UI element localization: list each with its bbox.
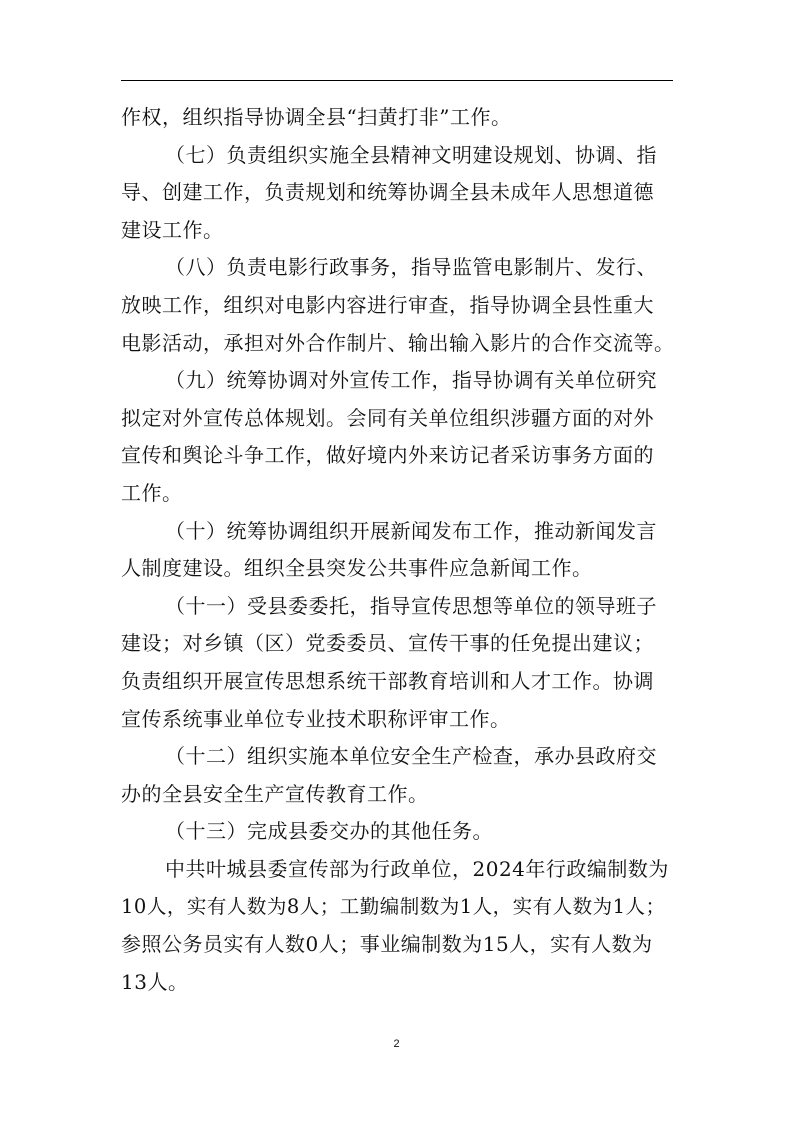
text-line: 负责组织开展宣传思想系统干部教育培训和人才工作。协调	[121, 668, 654, 693]
text-line: 13人。	[121, 969, 189, 994]
text-line: （十一）受县委委托，指导宣传思想等单位的领导班子	[165, 593, 657, 618]
text-line: 放映工作，组织对电影内容进行审查，指导协调全县性重大	[121, 292, 654, 317]
text-line: 中共叶城县委宣传部为行政单位，2024年行政编制数为	[165, 856, 669, 881]
page-number: 2	[393, 1038, 400, 1050]
text-line: （七）负责组织实施全县精神文明建设规划、协调、指	[165, 142, 657, 167]
text-line: 建设；对乡镇（区）党委委员、宣传干事的任免提出建议；	[121, 631, 654, 656]
text-line: 办的全县安全生产宣传教育工作。	[121, 781, 429, 806]
text-line: 建设工作。	[121, 217, 224, 242]
text-line: （十二）组织实施本单位安全生产检查，承办县政府交	[165, 744, 657, 769]
text-line: 工作。	[121, 480, 183, 505]
text-line: （八）负责电影行政事务，指导监管电影制片、发行、	[165, 255, 657, 280]
text-line: 拟定对外宣传总体规划。会同有关单位组织涉疆方面的对外	[121, 405, 654, 430]
text-line: 参照公务员实有人数0人；事业编制数为15人，实有人数为	[121, 932, 653, 957]
text-line: 人制度建设。组织全县突发公共事件应急新闻工作。	[121, 556, 593, 581]
text-line: 宣传和舆论斗争工作，做好境内外来访记者采访事务方面的	[121, 443, 654, 468]
text-line: 宣传系统事业单位专业技术职称评审工作。	[121, 706, 511, 731]
header-rule	[121, 80, 673, 81]
text-line: （十三）完成县委交办的其他任务。	[165, 819, 493, 844]
text-line: 导、创建工作，负责规划和统筹协调全县未成年人思想道德	[121, 180, 654, 205]
text-line: （九）统筹协调对外宣传工作，指导协调有关单位研究	[165, 368, 657, 393]
document-body	[121, 99, 676, 1001]
text-line: 电影活动，承担对外合作制片、输出输入影片的合作交流等。	[121, 330, 675, 355]
text-line: 10人，实有人数为8人；工勤编制数为1人，实有人数为1人；	[121, 895, 666, 919]
text-line: （十）统筹协调组织开展新闻发布工作，推动新闻发言	[165, 518, 657, 543]
text-line: 作权，组织指导协调全县“扫黄打非”工作。	[121, 105, 512, 129]
